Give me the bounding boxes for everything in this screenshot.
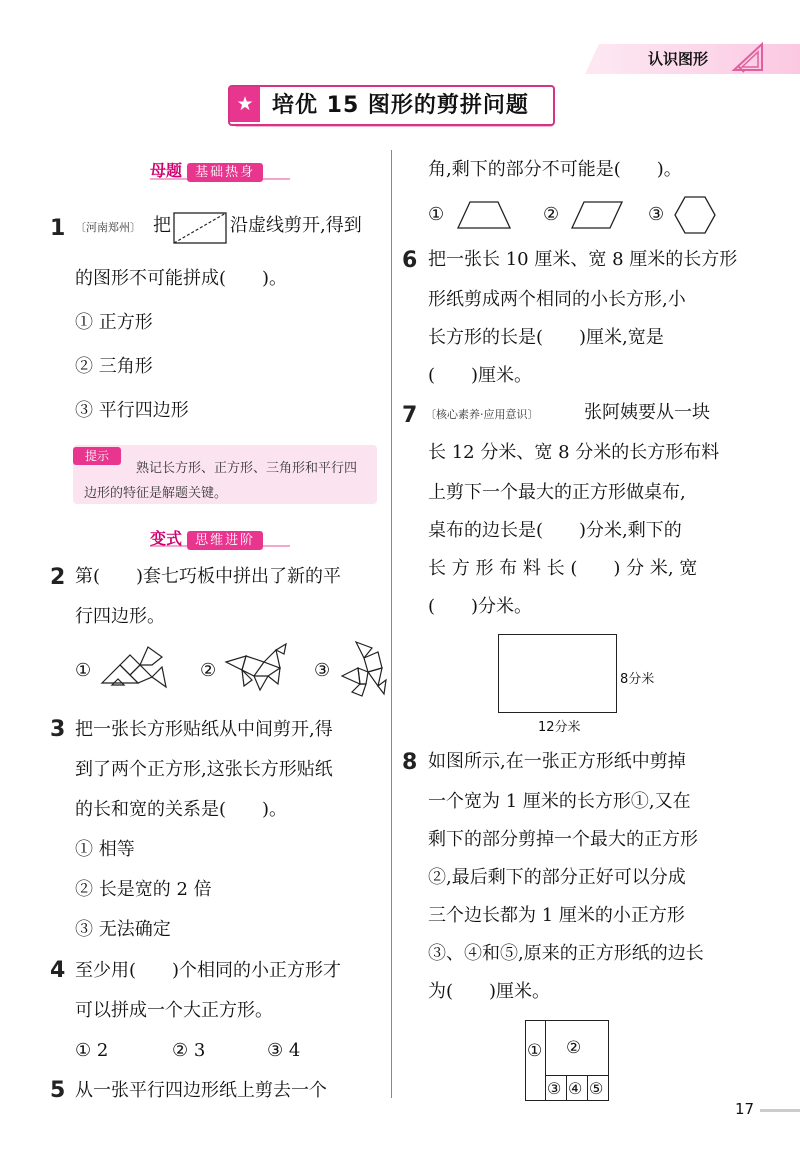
question-source: 〔核心素养·应用意识〕 xyxy=(425,408,539,421)
question-number: 7 xyxy=(402,403,418,428)
figure-line xyxy=(566,1075,567,1101)
section-tag: 基础热身 xyxy=(187,163,263,182)
q3-text: 把一张长方形贴纸从中间剪开,得 xyxy=(75,719,333,740)
q2-text: 第( )套七巧板中拼出了新的平 xyxy=(75,566,342,587)
q4-text: 至少用( )个相同的小正方形才 xyxy=(75,960,342,981)
q7-text: ( )分米。 xyxy=(428,596,533,617)
option: ③ 无法确定 xyxy=(75,919,171,940)
figure-line xyxy=(587,1075,588,1101)
q8-text: 如图所示,在一张正方形纸中剪掉 xyxy=(428,751,686,772)
q8-text: 一个宽为 1 厘米的长方形①,又在 xyxy=(428,791,691,812)
option: ② xyxy=(200,660,217,681)
figure-label: ④ xyxy=(568,1079,583,1098)
star-icon: ★ xyxy=(230,87,260,122)
option: ① xyxy=(75,660,92,681)
page-number: 17 xyxy=(735,1100,755,1118)
tangram-figure-3 xyxy=(338,640,388,698)
section-label: 母题 xyxy=(150,161,183,180)
q2-text: 行四边形。 xyxy=(75,606,165,627)
column-divider xyxy=(391,150,392,1098)
question-number: 1 xyxy=(50,216,66,241)
q5-text: 角,剩下的部分不可能是( )。 xyxy=(428,159,682,180)
option: ① 2 xyxy=(75,1040,109,1061)
rectangle-dashed-diagonal-figure xyxy=(173,212,227,244)
figure-height-label: 8分米 xyxy=(620,672,655,687)
q7-text: 上剪下一个最大的正方形做桌布, xyxy=(428,482,686,503)
tangram-figure-2 xyxy=(224,640,290,694)
figure-label: ⑤ xyxy=(589,1079,604,1098)
tangram-figure-1 xyxy=(100,645,168,690)
q7-text: 桌布的边长是( )分米,剩下的 xyxy=(428,520,682,541)
q6-text: 把一张长 10 厘米、宽 8 厘米的长方形 xyxy=(428,249,738,270)
hexagon-shape xyxy=(673,195,717,235)
q3-text: 的长和宽的关系是( )。 xyxy=(75,799,288,820)
hint-label: 提示 xyxy=(73,447,121,465)
section-base xyxy=(150,158,263,181)
figure-line xyxy=(545,1075,608,1076)
chapter-title: 认识图形 xyxy=(648,50,709,68)
q4-text: 可以拼成一个大正方形。 xyxy=(75,1000,273,1021)
hint-text: 边形的特征是解题关键。 xyxy=(84,486,228,501)
triangle-ruler-icon xyxy=(730,40,766,74)
q6-text: 长方形的长是( )厘米,宽是 xyxy=(428,327,664,348)
q7-text: 长 方 形 布 料 长 ( ) 分 米, 宽 xyxy=(428,558,698,579)
option: ② 三角形 xyxy=(75,356,153,377)
figure-width-label: 12分米 xyxy=(538,720,581,735)
question-number: 2 xyxy=(50,565,66,590)
q8-text: ②,最后剩下的部分正好可以分成 xyxy=(428,867,686,888)
option: ① 相等 xyxy=(75,839,135,860)
q8-text: 三个边长都为 1 厘米的小正方形 xyxy=(428,905,685,926)
figure-label: ③ xyxy=(547,1079,562,1098)
q7-text: 张阿姨要从一块 xyxy=(584,402,710,423)
footer-line xyxy=(760,1109,800,1112)
question-number: 8 xyxy=(402,750,418,775)
figure-label: ① xyxy=(527,1041,543,1061)
section-label: 变式 xyxy=(150,529,183,548)
question-number: 3 xyxy=(50,717,66,742)
question-number: 4 xyxy=(50,958,66,983)
question-number: 6 xyxy=(402,248,418,273)
question-source: 〔河南郑州〕 xyxy=(75,221,141,234)
q1-text: 把 xyxy=(153,215,171,236)
q6-text: ( )厘米。 xyxy=(428,365,533,386)
option: ② xyxy=(543,204,560,225)
q5-text: 从一张平行四边形纸上剪去一个 xyxy=(75,1080,327,1101)
option: ② 3 xyxy=(172,1040,206,1061)
q6-text: 形纸剪成两个相同的小长方形,小 xyxy=(428,289,686,310)
option: ③ xyxy=(314,660,331,681)
q7-text: 长 12 分米、宽 8 分米的长方形布料 xyxy=(428,442,720,463)
q3-text: 到了两个正方形,这张长方形贴纸 xyxy=(75,759,333,780)
option: ① 正方形 xyxy=(75,312,153,333)
option: ③ 平行四边形 xyxy=(75,400,189,421)
trapezoid-shape xyxy=(456,199,512,231)
question-number: 5 xyxy=(50,1078,66,1103)
page-title: 培优 15 图形的剪拼问题 xyxy=(272,93,529,118)
figure-label: ② xyxy=(566,1038,582,1058)
cloth-rectangle-figure xyxy=(498,634,617,713)
parallelogram-shape xyxy=(570,199,624,231)
q8-text: ③、④和⑤,原来的正方形纸的边长 xyxy=(428,943,704,964)
option: ③ 4 xyxy=(267,1040,301,1061)
q1-text: 沿虚线剪开,得到 xyxy=(230,215,362,236)
section-variant xyxy=(150,526,263,549)
q1-text: 的图形不可能拼成( )。 xyxy=(75,268,288,289)
section-tag: 思维进阶 xyxy=(187,531,263,550)
option: ③ xyxy=(648,204,665,225)
option: ② 长是宽的 2 倍 xyxy=(75,879,212,900)
q8-text: 为( )厘米。 xyxy=(428,981,551,1002)
q8-text: 剩下的部分剪掉一个最大的正方形 xyxy=(428,829,698,850)
hint-text: 熟记长方形、正方形、三角形和平行四 xyxy=(136,461,358,476)
figure-line xyxy=(545,1020,546,1101)
option: ① xyxy=(428,204,445,225)
